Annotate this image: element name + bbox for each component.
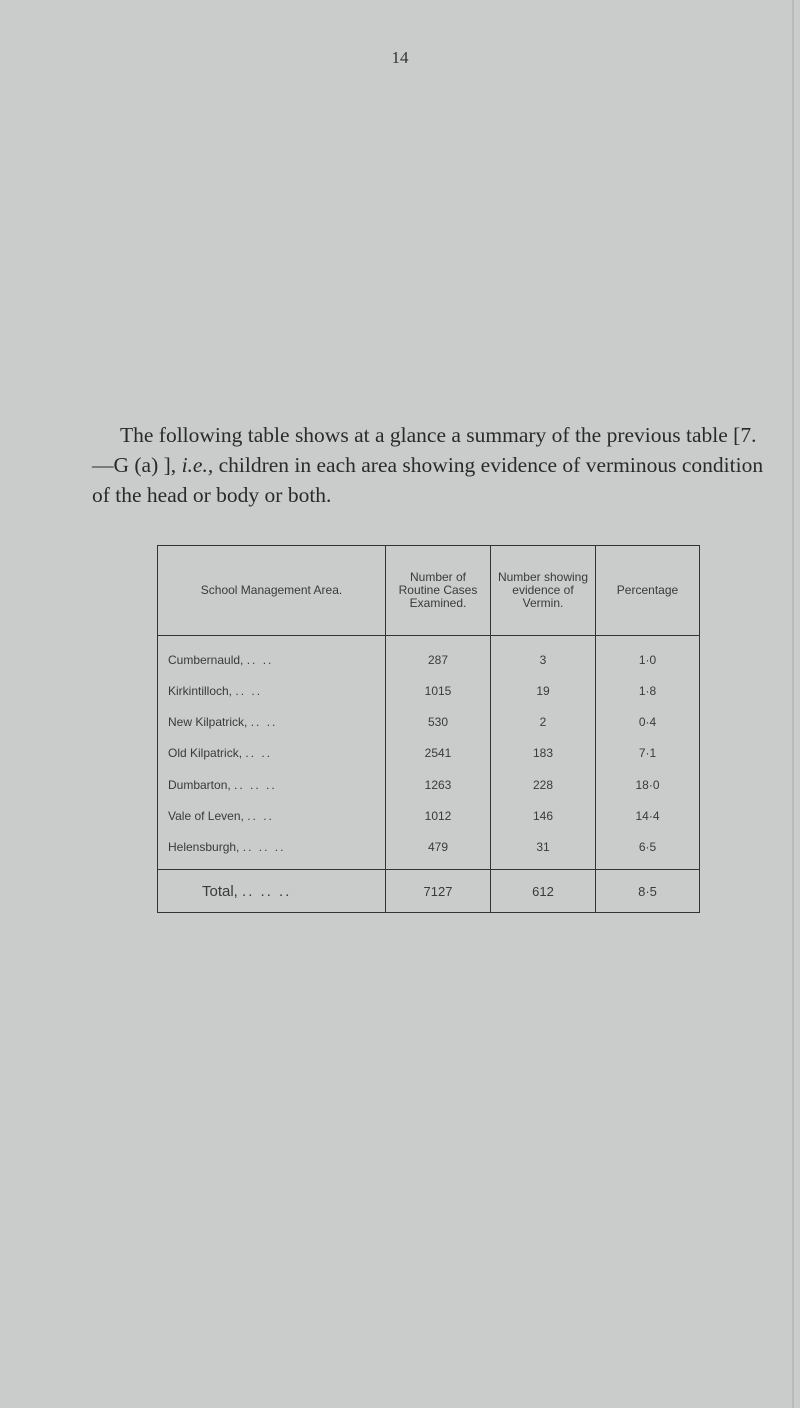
leader-dots: .. ..	[245, 746, 273, 761]
leader-dots: .. .. ..	[234, 777, 277, 792]
cell-vermin: 19	[491, 675, 596, 706]
summary-table	[157, 545, 699, 913]
total-examined: 7127	[386, 870, 491, 913]
table-row	[158, 707, 700, 738]
area-name: Kirkintilloch,	[168, 683, 233, 698]
cell-percentage: 0·4	[596, 707, 700, 738]
cell-examined: 1263	[386, 769, 491, 800]
intro-paragraph	[92, 420, 772, 510]
table-row	[158, 675, 700, 706]
cell-percentage: 18·0	[596, 769, 700, 800]
total-percentage: 8·5	[596, 870, 700, 913]
cell-area	[158, 800, 386, 831]
area-name: Cumbernauld,	[168, 652, 244, 667]
cell-examined: 1012	[386, 800, 491, 831]
cell-examined: 479	[386, 832, 491, 870]
total-vermin: 612	[491, 870, 596, 913]
header-examined: Number of Routine Cases Examined.	[386, 546, 491, 636]
leader-dots: .. ..	[246, 652, 274, 667]
table-row	[158, 800, 700, 831]
total-label: Total,	[202, 882, 238, 900]
header-area: School Management Area.	[158, 546, 386, 636]
cell-percentage: 7·1	[596, 738, 700, 769]
table-header-row	[158, 546, 700, 636]
intro-text-part1: The following table shows at a glance a summary of the previous table [7.—G (a) ],	[92, 423, 757, 477]
area-name: Helensburgh,	[168, 840, 240, 855]
cell-vermin: 146	[491, 800, 596, 831]
cell-examined: 2541	[386, 738, 491, 769]
leader-dots: .. .. ..	[242, 840, 286, 855]
intro-text-ie: i.e.,	[181, 453, 214, 477]
area-name: Old Kilpatrick,	[168, 746, 243, 761]
cell-vermin: 3	[491, 636, 596, 676]
cell-area	[158, 707, 386, 738]
table-row	[158, 832, 700, 870]
header-percentage: Percentage	[596, 546, 700, 636]
area-name: New Kilpatrick,	[168, 715, 248, 730]
cell-area	[158, 675, 386, 706]
cell-vermin: 228	[491, 769, 596, 800]
table-row	[158, 769, 700, 800]
page-edge	[792, 0, 794, 1408]
cell-examined: 1015	[386, 675, 491, 706]
header-vermin: Number showing evidence of Vermin.	[491, 546, 596, 636]
cell-vermin: 183	[491, 738, 596, 769]
cell-area	[158, 636, 386, 676]
cell-examined: 530	[386, 707, 491, 738]
leader-dots: .. ..	[250, 715, 278, 730]
cell-examined: 287	[386, 636, 491, 676]
cell-area	[158, 769, 386, 800]
total-label-cell	[158, 870, 386, 913]
total-row	[158, 870, 700, 913]
cell-vermin: 2	[491, 707, 596, 738]
leader-dots: .. ..	[235, 683, 263, 698]
page-number: 14	[391, 48, 409, 67]
cell-vermin: 31	[491, 832, 596, 870]
cell-area	[158, 738, 386, 769]
cell-percentage: 1·8	[596, 675, 700, 706]
table-row	[158, 738, 700, 769]
cell-percentage: 14·4	[596, 800, 700, 831]
leader-dots: .. .. ..	[242, 882, 292, 900]
area-name: Dumbarton,	[168, 777, 231, 792]
leader-dots: .. ..	[247, 809, 274, 824]
intro-text-part2: children in each area showing evidence of verminous condition of the head or body or both.	[92, 453, 764, 507]
cell-percentage: 1·0	[596, 636, 700, 676]
cell-percentage: 6·5	[596, 832, 700, 870]
table-row	[158, 636, 700, 676]
area-name: Vale of Leven,	[168, 809, 244, 824]
cell-area	[158, 832, 386, 870]
